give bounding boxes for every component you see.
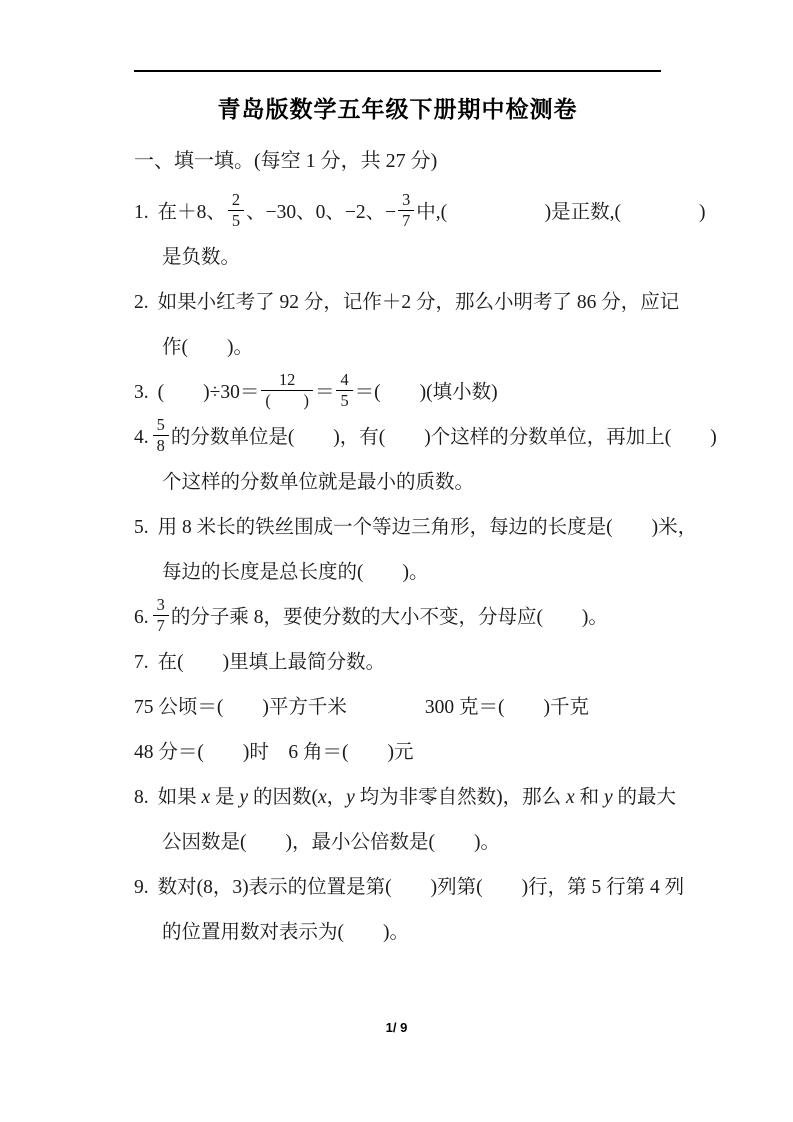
- text-run: 作( )。: [162, 337, 253, 358]
- question-line: [134, 189, 706, 235]
- fraction: [153, 415, 169, 457]
- question-line: [134, 685, 661, 730]
- header-rule: [134, 70, 661, 72]
- question-line: [134, 235, 661, 280]
- fraction-denominator: 7: [398, 210, 414, 231]
- text-run: 在＋8、: [157, 202, 226, 223]
- question-number: 4.: [134, 427, 149, 448]
- text-run: 用 8 米长的铁丝围成一个等边三角形，每边的长度是( )米，: [157, 517, 698, 538]
- fraction-denominator: 7: [153, 615, 169, 636]
- variable: y: [346, 787, 355, 808]
- text-run: 的因数(: [248, 787, 318, 808]
- text-run: ( )÷30＝: [157, 382, 260, 403]
- question-number: 8.: [134, 787, 149, 808]
- question-line: [134, 325, 661, 370]
- question-number: 5.: [134, 517, 149, 538]
- question-line: [134, 460, 661, 505]
- question-line: [134, 595, 661, 640]
- fraction-denominator: 8: [153, 435, 169, 456]
- variable: x: [201, 787, 211, 808]
- text-run: 的最大: [612, 787, 677, 808]
- question-line: [134, 550, 661, 595]
- question-line: [134, 640, 661, 685]
- question: [134, 189, 706, 280]
- question: [134, 414, 717, 505]
- fraction: [398, 190, 414, 232]
- page-title: 青岛版数学五年级下册期中检测卷: [217, 96, 578, 122]
- fraction-numerator: 12: [278, 369, 296, 389]
- text-run: 的分数单位是( )，有( )个这样的分数单位，再加上( ): [170, 427, 717, 448]
- question: [134, 595, 661, 640]
- question-number: 9.: [134, 877, 149, 898]
- question: [134, 370, 661, 415]
- question: [134, 280, 680, 370]
- page-content: [134, 0, 717, 955]
- question: [134, 505, 698, 595]
- question-line: [134, 775, 677, 820]
- fraction-denominator: 5: [228, 210, 244, 231]
- fraction-denominator: 5: [336, 390, 352, 411]
- fraction: [153, 595, 169, 637]
- question: [134, 865, 685, 955]
- question-list: [134, 189, 717, 955]
- question-line: [134, 910, 661, 955]
- question-line: [134, 414, 717, 460]
- question-number: 2.: [134, 292, 149, 313]
- fraction-numerator: 3: [156, 594, 165, 614]
- text-run: 是负数。: [162, 247, 241, 268]
- question: [134, 775, 677, 865]
- text-run: 48 分＝( )时 6 角＝( )元: [134, 742, 414, 763]
- fraction: [261, 370, 313, 412]
- variable: y: [603, 787, 613, 808]
- fraction-numerator: 5: [156, 414, 165, 434]
- variable: y: [239, 787, 249, 808]
- fraction-numerator: 4: [340, 369, 349, 389]
- question-number: 1.: [134, 202, 149, 223]
- question-line: [134, 820, 661, 865]
- text-run: 、−30、0、−2、−: [246, 202, 397, 223]
- fraction-numerator: 2: [231, 189, 241, 209]
- fraction: [336, 370, 352, 412]
- text-run: 75 公顷＝( )平方千米 300 克＝( )千克: [134, 697, 589, 718]
- question-line: [134, 505, 698, 550]
- question-line: [134, 280, 680, 325]
- fraction-numerator: 3: [402, 189, 411, 209]
- section-heading: 一、填一填。(每空 1 分，共 27 分): [134, 150, 438, 172]
- text-run: 如果小红考了 92 分，记作＋2 分，那么小明考了 86 分，应记: [157, 292, 680, 313]
- text-run: 每边的长度是总长度的( )。: [162, 562, 429, 583]
- fraction: [228, 190, 244, 232]
- page-number: 1/ 9: [385, 1020, 408, 1035]
- question-number: 3.: [134, 382, 149, 403]
- question-number: 7.: [134, 652, 149, 673]
- text-run: 公因数是( )，最小公倍数是( )。: [162, 832, 500, 853]
- text-run: 中,( )是正数,( ): [416, 202, 706, 223]
- question-number: 6.: [134, 607, 149, 628]
- question-line: [134, 370, 661, 415]
- text-run: 和: [574, 787, 604, 808]
- text-run: 是: [210, 787, 240, 808]
- question-line: [134, 865, 685, 910]
- text-run: ＝: [314, 382, 335, 403]
- text-run: 个这样的分数单位就是最小的质数。: [162, 472, 475, 493]
- text-run: 数对(8，3)表示的位置是第( )列第( )行，第 5 行第 4 列: [157, 877, 685, 898]
- variable: x: [566, 787, 575, 808]
- text-run: ＝( )(填小数): [354, 382, 498, 403]
- fraction-denominator: ( ): [261, 390, 313, 411]
- text-run: 的分子乘 8，要使分数的大小不变，分母应( )。: [170, 607, 608, 628]
- text-run: 在( )里填上最简分数。: [157, 652, 386, 673]
- question: [134, 640, 661, 775]
- text-run: 均为非零自然数)，那么: [354, 787, 567, 808]
- variable: x: [317, 787, 327, 808]
- question-line: [134, 730, 661, 775]
- text-run: ，: [326, 787, 347, 808]
- text-run: 如果: [157, 787, 202, 808]
- text-run: 的位置用数对表示为( )。: [162, 922, 409, 943]
